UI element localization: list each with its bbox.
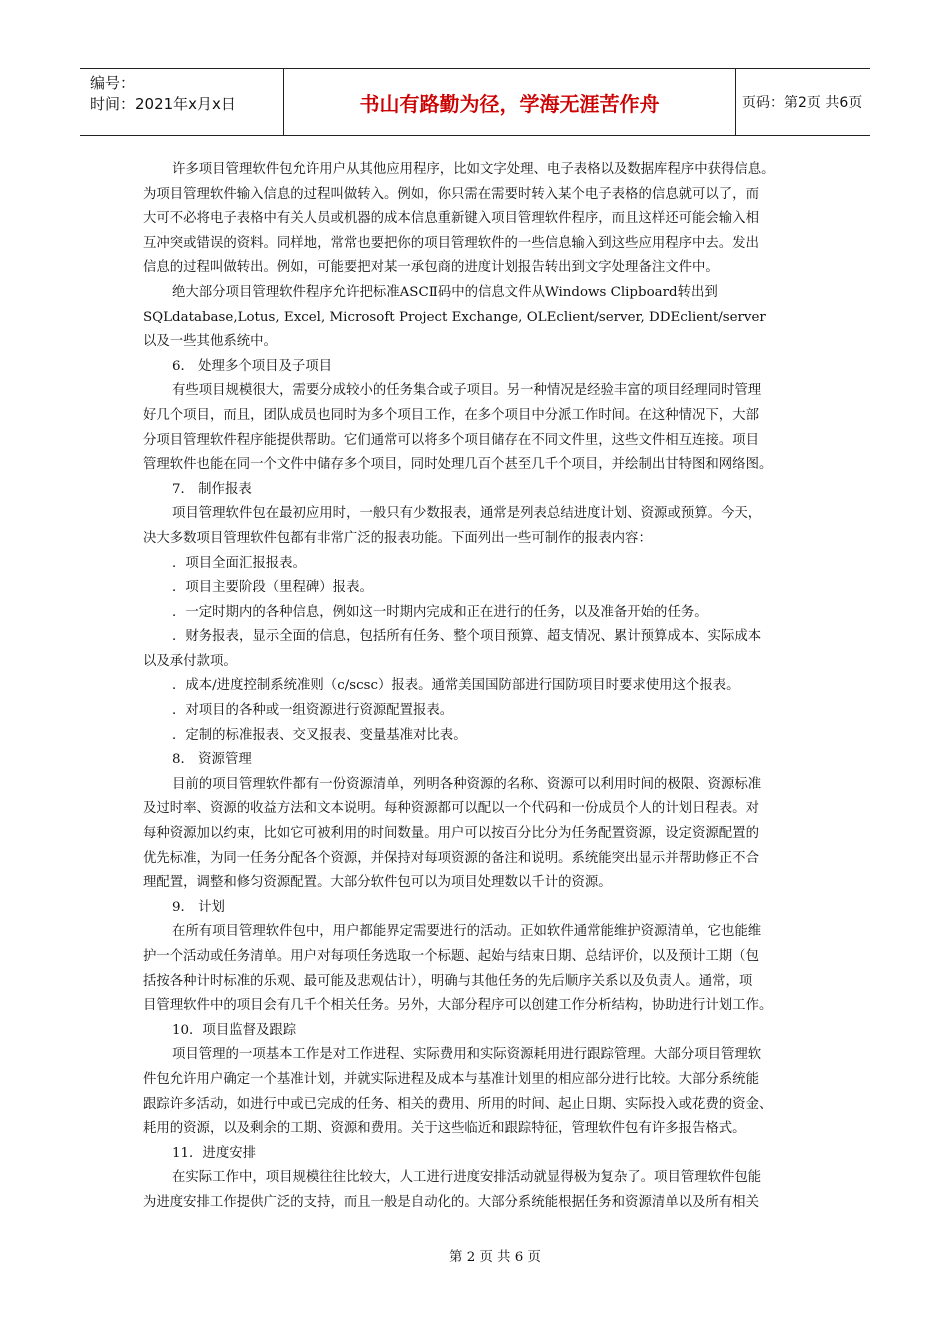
text-line: SQLdatabase,Lotus, Excel, Microsoft Project Exchange, OLEclient/server, DDEclient/server	[143, 309, 766, 325]
text-line: 目前的项目管理软件都有一份资源清单，列明各种资源的名称、资源可以利用时间的极限、资源标准	[172, 776, 762, 792]
text-line: 分项目管理软件程序能提供帮助。它们通常可以将多个项目储存在不同文件里，这些文件相互连接。项目	[143, 432, 759, 448]
text-line: 为进度安排工作提供广泛的支持，而且一般是自动化的。大部分系统能根据任务和资源清单以及所有相关	[143, 1194, 759, 1210]
text-line: 许多项目管理软件包允许用户从其他应用程序，比如文字处理、电子表格以及数据库程序中获得信息。	[172, 162, 775, 177]
text-line: 8． 资源管理	[172, 752, 252, 768]
text-line: 及过时率、资源的收益方法和文本说明。每种资源都可以配以一个代码和一份成员个人的计划日程表。对	[143, 801, 759, 817]
text-line: 有些项目规模很大，需要分成较小的任务集合或子项目。另一种情况是经验丰富的项目经理同时管理	[172, 383, 762, 399]
text-line: ．定制的标准报表、交叉报表、变量基准对比表。	[172, 727, 467, 743]
text-line: 项目管理的一项基本工作是对工作进程、实际费用和实际资源耗用进行跟踪管理。大部分项目管理软	[172, 1047, 762, 1063]
text-line: 为项目管理软件输入信息的过程叫做转入。例如，你只需在需要时转入某个电子表格的信息就可以了，而	[143, 186, 759, 202]
text-line: 项目管理软件包在最初应用时，一般只有少数报表，通常是列表总结进度计划、资源或预算。今天，	[172, 506, 762, 522]
document-number-label: 编号：	[90, 74, 136, 92]
text-line: 绝大部分项目管理软件程序允许把标准ASCⅡ码中的信息文件从Windows Clipboard转出到	[172, 284, 718, 300]
text-line: ．成本/进度控制系统准则（c/scsc）报表。通常美国国防部进行国防项目时要求使用这个报表。	[172, 678, 740, 694]
text-line: 7． 制作报表	[172, 481, 252, 497]
text-line: ．项目全面汇报报表。	[172, 555, 306, 571]
text-line: 互冲突或错误的资料。同样地，常常也要把你的项目管理软件的一些信息输入到这些应用程序中去。发出	[143, 235, 759, 251]
text-line: 以及一些其他系统中。	[143, 334, 277, 350]
text-line: 好几个项目，而且，团队成员也同时为多个项目工作，在多个项目中分派工作时间。在这种情况下，大部	[143, 407, 759, 423]
text-line: ．财务报表，显示全面的信息，包括所有任务、整个项目预算、超支情况、累计预算成本、实际成本	[172, 629, 762, 645]
text-line: 在实际工作中，项目规模往往比较大，人工进行进度安排活动就显得极为复杂了。项目管理软件包能	[172, 1170, 762, 1186]
text-line: 11．进度安排	[172, 1145, 256, 1161]
text-line: 决大多数项目管理软件包都有非常广泛的报表功能。下面列出一些可制作的报表内容：	[143, 530, 652, 546]
text-line: 护一个活动或任务清单。用户对每项任务选取一个标题、起始与结束日期、总结评价，以及预计工期（包	[143, 949, 759, 964]
header-motto: 书山有路勤为径，学海无涯苦作舟	[283, 69, 736, 135]
header-meta	[80, 69, 283, 135]
page-header	[80, 68, 870, 136]
text-line: ．一定时期内的各种信息，例如这一时期内完成和正在进行的任务，以及准备开始的任务。	[172, 604, 708, 620]
footer-page-number: 第 2 页 共 6 页	[449, 1250, 541, 1265]
text-line: 理配置，调整和修匀资源配置。大部分软件包可以为项目处理数以千计的资源。	[143, 875, 612, 891]
text-line: 耗用的资源，以及剩余的工期、资源和费用。关于这些临近和跟踪特征，管理软件包有许多报告格式。	[143, 1121, 746, 1137]
text-line: 以及承付款项。	[143, 653, 237, 669]
text-line: ．对项目的各种或一组资源进行资源配置报表。	[172, 703, 454, 719]
text-line: 管理软件也能在同一个文件中储存多个项目，同时处理几百个甚至几千个项目，并绘制出甘特图和网络图。	[143, 457, 773, 473]
text-line: 目管理软件中的项目会有几千个相关任务。另外，大部分程序可以创建工作分析结构，协助进行计划工作。	[143, 998, 773, 1014]
header-page-label: 页码：第2页 共6页	[742, 95, 863, 111]
text-line: 大可不必将电子表格中有关人员或机器的成本信息重新键入项目管理软件程序，而且这样还可能会输入相	[143, 211, 759, 227]
text-line: 跟踪许多活动，如进行中或已完成的任务、相关的费用、所用的时间、起止日期、实际投入或花费的资金、	[143, 1096, 773, 1112]
text-line: 9． 计划	[172, 899, 225, 915]
text-line: ．项目主要阶段（里程碑）报表。	[172, 580, 373, 596]
text-line: 每种资源加以约束，比如它可被利用的时间数量。用户可以按百分比分为任务配置资源，设定资源配置的	[143, 826, 759, 842]
text-line: 在所有项目管理软件包中，用户都能界定需要进行的活动。正如软件通常能维护资源清单，它也能维	[172, 924, 762, 940]
text-line: 6． 处理多个项目及子项目	[172, 358, 333, 374]
text-line: 括按各种计时标准的乐观、最可能及悲观估计），明确与其他任务的先后顺序关系以及负责人。通常，项	[143, 973, 753, 989]
text-line: 优先标准，为同一任务分配各个资源，并保持对每项资源的备注和说明。系统能突出显示并帮助修正不合	[143, 850, 759, 866]
document-time-label: 时间：2021年x月x日	[90, 95, 236, 113]
text-line: 件包允许用户确定一个基准计划，并就实际进程及成本与基准计划里的相应部分进行比较。大部分系统能	[143, 1071, 759, 1087]
text-line: 信息的过程叫做转出。例如，可能要把对某一承包商的进度计划报告转出到文字处理备注文件中。	[143, 260, 719, 276]
text-line: 10．项目监督及跟踪	[172, 1022, 297, 1038]
page-footer	[0, 1246, 950, 1265]
document-body	[143, 158, 821, 1216]
